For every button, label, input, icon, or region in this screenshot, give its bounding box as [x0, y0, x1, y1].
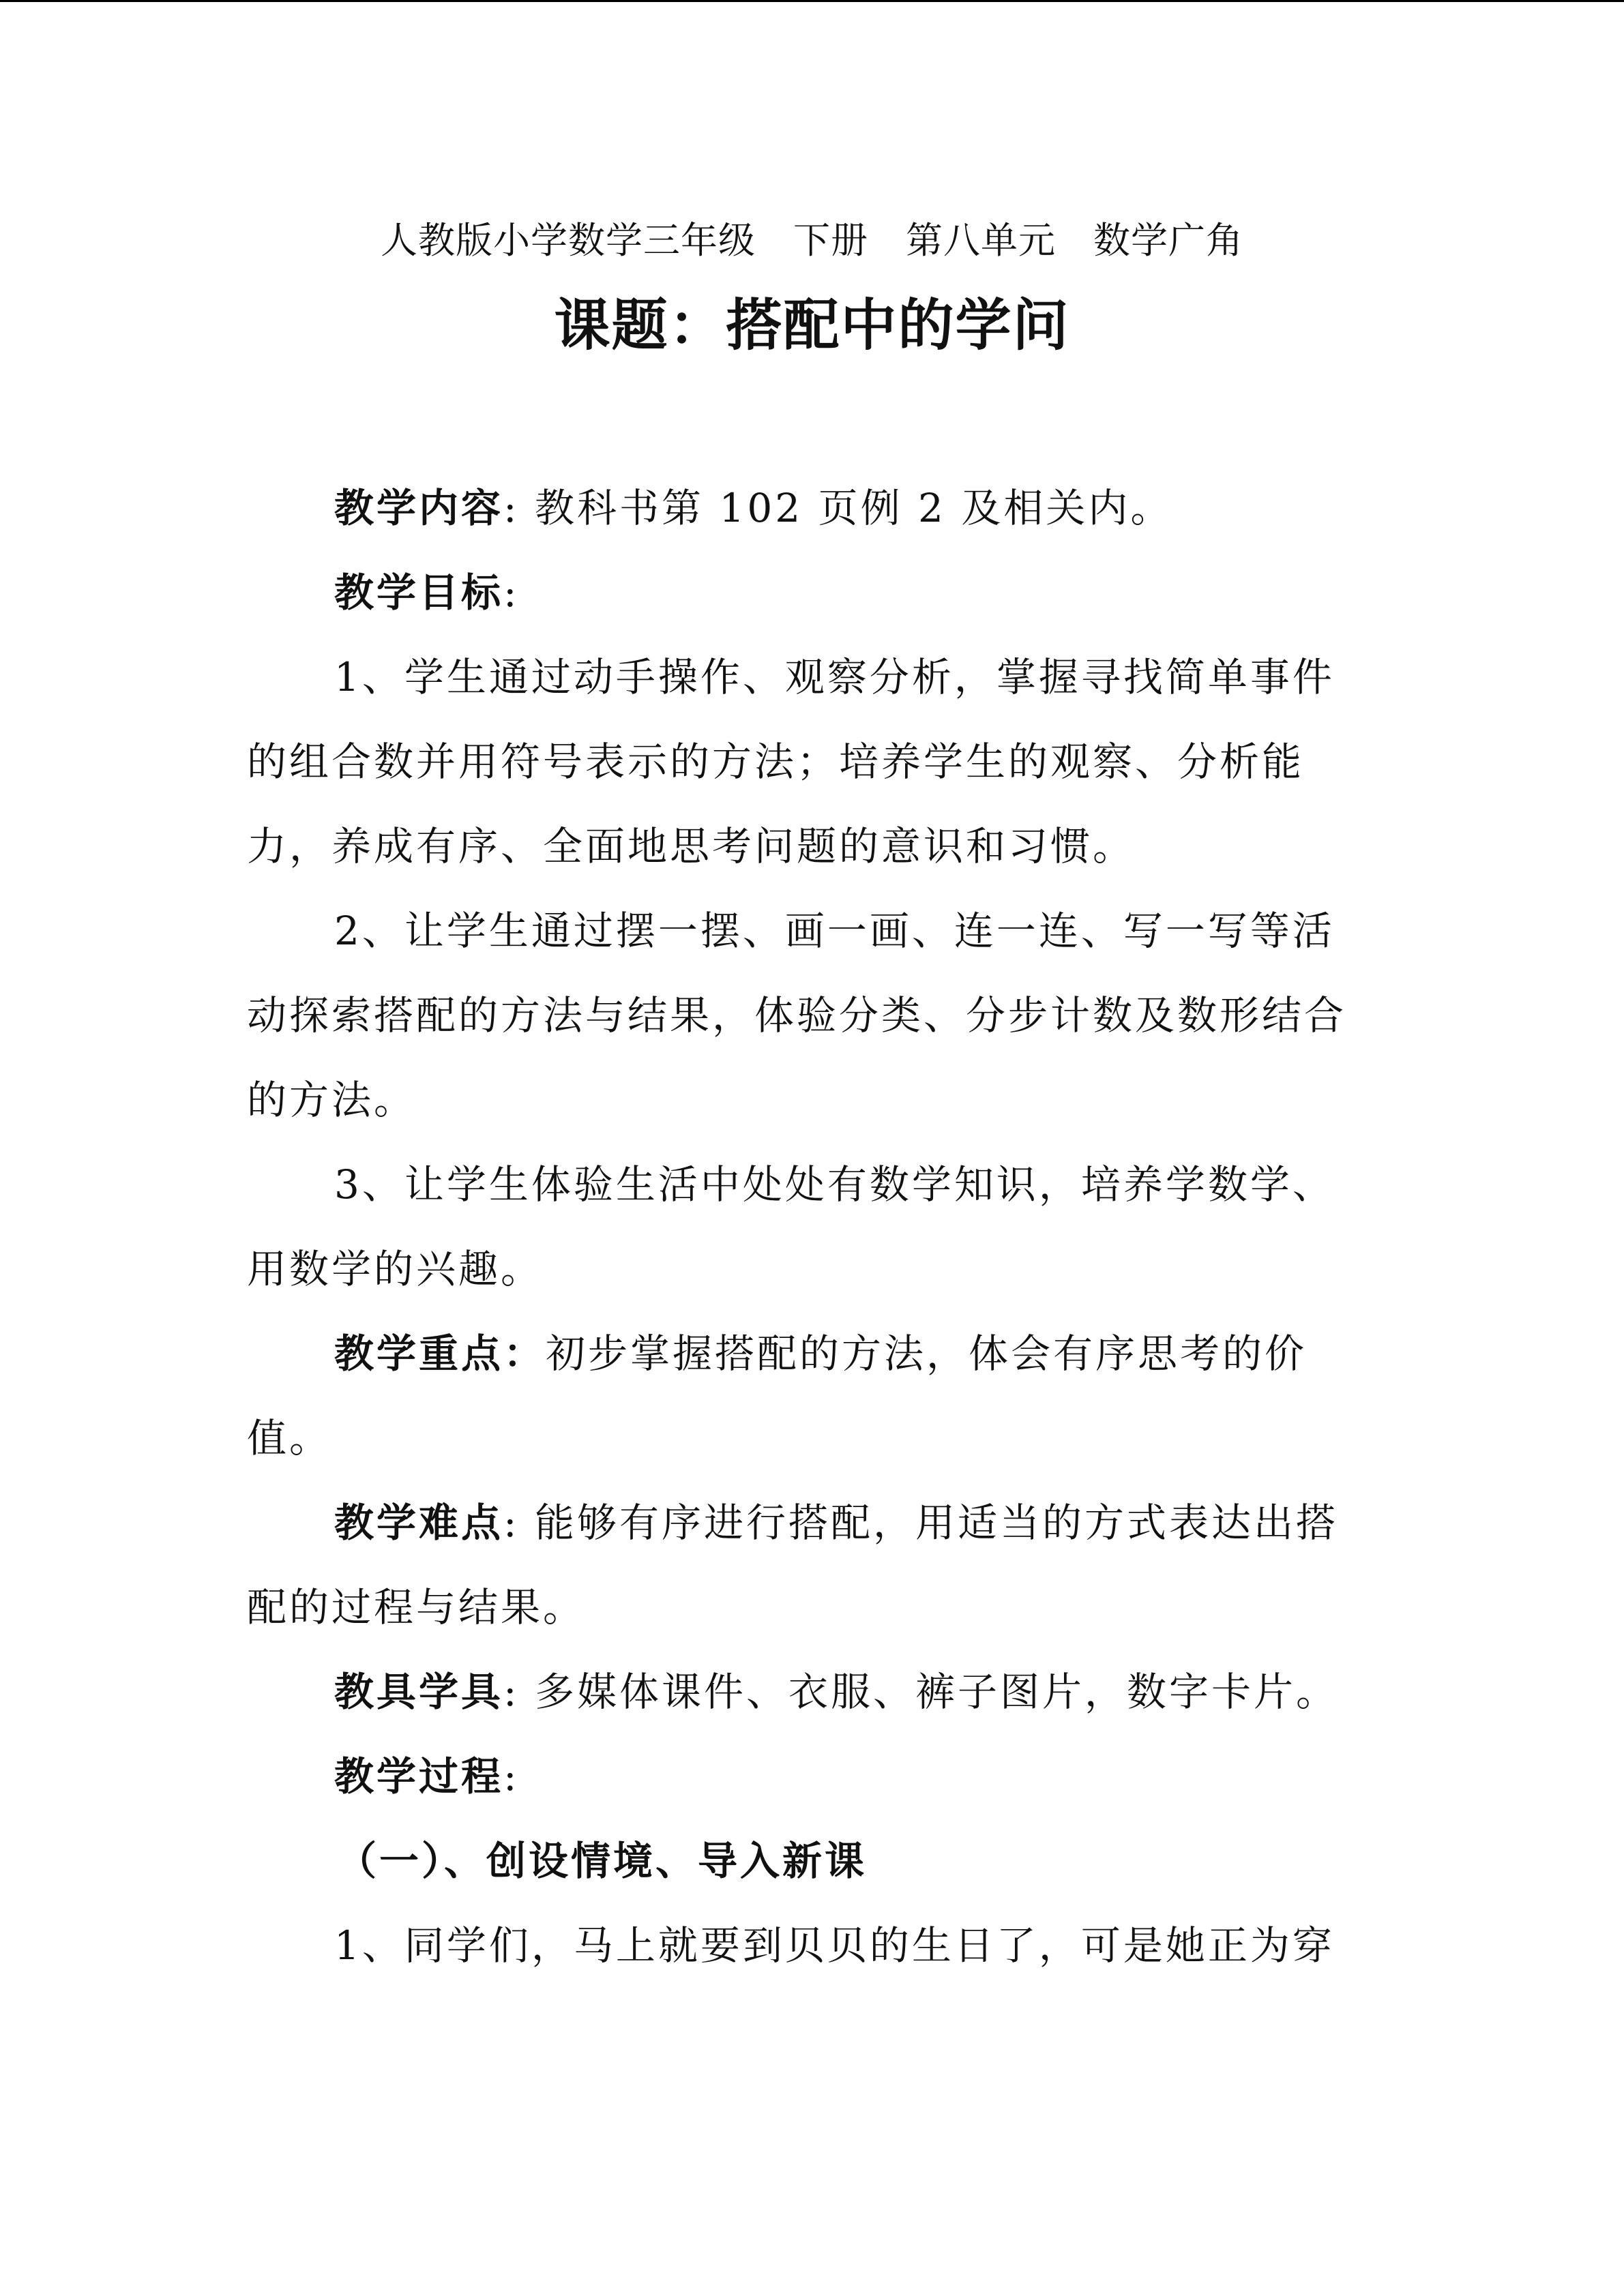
key-point-text: 初步掌握搭配的方法，体会有序思考的价值。: [247, 1330, 1308, 1461]
teaching-goals-label: 教学目标: [334, 569, 504, 616]
difficulty-paragraph: [247, 1480, 1365, 1650]
teaching-content-paragraph: [247, 466, 1365, 550]
teaching-goals-heading: [247, 550, 1365, 635]
key-point-paragraph: [247, 1311, 1365, 1480]
document-subtitle: 人教版小学数学三年级 下册 第八单元 数学广角: [381, 219, 1243, 262]
key-point-label: 教学重点: [334, 1330, 504, 1377]
process-heading: [247, 1734, 1365, 1819]
tools-separator: :: [503, 1669, 520, 1715]
document-body: [247, 466, 1365, 1988]
process-separator: :: [503, 1753, 520, 1800]
teaching-content-text: 教科书第 102 页例 2 及相关内。: [519, 485, 1173, 531]
document-title: 课题：搭配中的学问: [554, 293, 1070, 358]
tools-label: 教具学具: [334, 1669, 504, 1715]
section-1-heading: （一）、创设情境、导入新课: [337, 1838, 868, 1884]
difficulty-label: 教学难点: [334, 1500, 504, 1546]
difficulty-text: 能够有序进行搭配，用适当的方式表达出搭配的过程与结果。: [247, 1500, 1339, 1630]
teaching-goals-separator: :: [503, 569, 520, 616]
process-label: 教学过程: [334, 1753, 504, 1800]
goal-2-paragraph: 2、让学生通过摆一摆、画一画、连一连、写一写等活动探索搭配的方法与结果，体验分类、分步计数及数形结合的方法。: [247, 908, 1347, 1123]
step-1-paragraph: 1、同学们，马上就要到贝贝的生日了，可是她正为穿: [334, 1922, 1335, 1969]
tools-paragraph: [247, 1650, 1365, 1734]
goal-3-paragraph: 3、让学生体验生活中处处有数学知识，培养学数学、用数学的兴趣。: [247, 1161, 1335, 1292]
teaching-content-separator: :: [503, 485, 520, 531]
difficulty-separator: :: [503, 1500, 520, 1546]
teaching-content-label: 教学内容: [334, 485, 504, 531]
key-point-separator: ：: [503, 1330, 546, 1377]
tools-text: 多媒体课件、衣服、裤子图片，数字卡片。: [519, 1669, 1339, 1715]
goal-1-paragraph: 1、学生通过动手操作、观察分析，掌握寻找简单事件的组合数并用符号表示的方法；培养学生的观察、分析能力，养成有序、全面地思考问题的意识和习惯。: [247, 654, 1335, 869]
